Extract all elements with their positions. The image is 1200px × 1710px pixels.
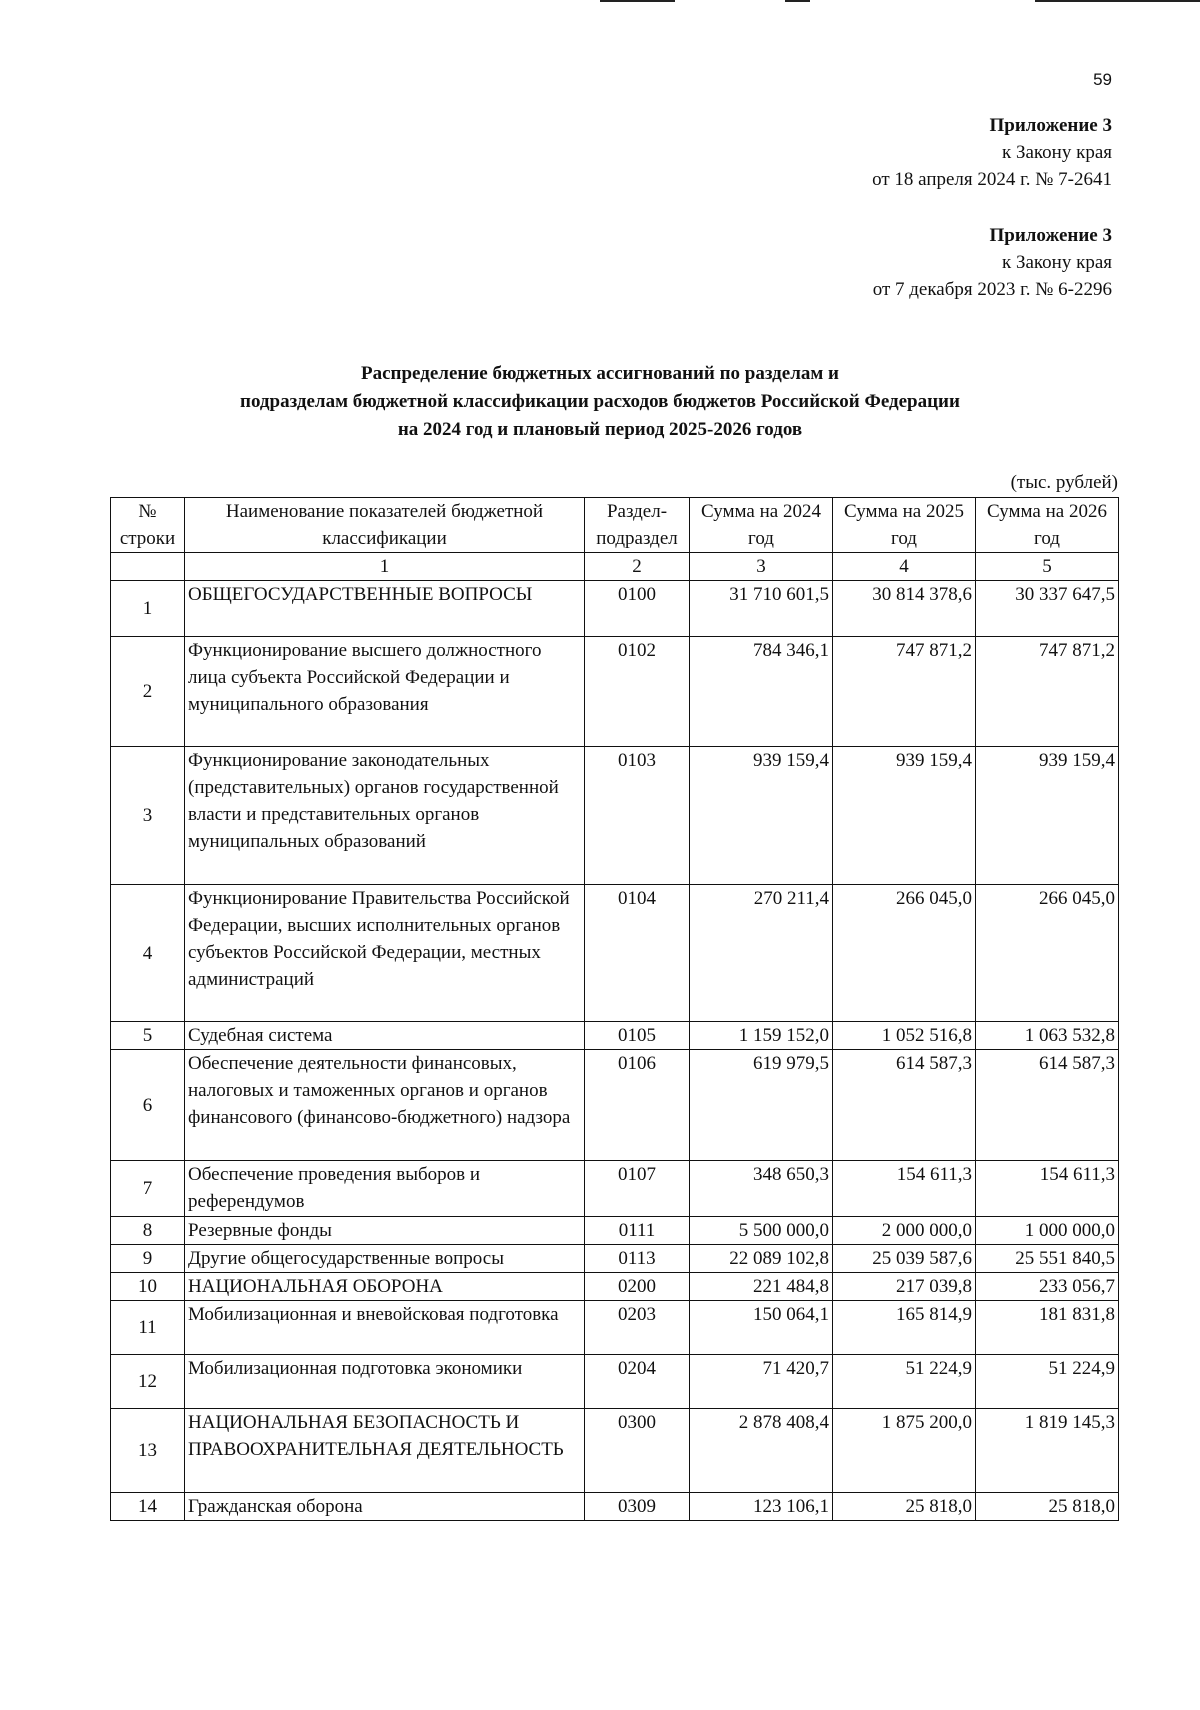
row-number: 13 [111, 1409, 185, 1493]
row-sum-2026: 747 871,2 [976, 637, 1119, 747]
column-number: 1 [185, 553, 585, 581]
scan-artifact-line [785, 0, 810, 2]
header-row-number: № строки [111, 498, 185, 553]
row-sum-2025: 30 814 378,6 [833, 581, 976, 637]
table-header-row [111, 498, 1119, 553]
title-line: подразделам бюджетной классификации расходов бюджетов Российской Федерации [240, 391, 960, 412]
table-row [111, 1245, 1119, 1273]
row-name: Обеспечение деятельности финансовых, налоговых и таможенных органов и органов финансового (финансово-бюджетного) надзора [185, 1050, 585, 1161]
header-name: Наименование показателей бюджетной классификации [185, 498, 585, 553]
row-name: Обеспечение проведения выборов и референдумов [185, 1161, 585, 1217]
column-number: 2 [585, 553, 690, 581]
row-sum-2025: 165 814,9 [833, 1301, 976, 1355]
row-code: 0107 [585, 1161, 690, 1217]
row-name: ОБЩЕГОСУДАРСТВЕННЫЕ ВОПРОСЫ [185, 581, 585, 637]
row-code: 0113 [585, 1245, 690, 1273]
row-sum-2026: 233 056,7 [976, 1273, 1119, 1301]
row-sum-2026: 614 587,3 [976, 1050, 1119, 1161]
appendix-old [873, 222, 1112, 303]
column-number: 4 [833, 553, 976, 581]
row-sum-2024: 2 878 408,4 [690, 1409, 833, 1493]
column-number: 3 [690, 553, 833, 581]
row-sum-2024: 31 710 601,5 [690, 581, 833, 637]
row-sum-2026: 181 831,8 [976, 1301, 1119, 1355]
row-sum-2024: 619 979,5 [690, 1050, 833, 1161]
row-sum-2026: 939 159,4 [976, 747, 1119, 885]
column-number [111, 553, 185, 581]
row-number: 4 [111, 885, 185, 1022]
row-sum-2025: 266 045,0 [833, 885, 976, 1022]
appendix-title: Приложение 3 [989, 225, 1112, 246]
column-number-row [111, 553, 1119, 581]
header-2026: Сумма на 2026 год [976, 498, 1119, 553]
row-name: Функционирование высшего должностного лица субъекта Российской Федерации и муниципального образования [185, 637, 585, 747]
row-code: 0105 [585, 1022, 690, 1050]
row-sum-2026: 25 818,0 [976, 1493, 1119, 1521]
row-number: 8 [111, 1217, 185, 1245]
scan-artifact-line [600, 0, 675, 2]
document-title [0, 360, 1200, 444]
row-number: 10 [111, 1273, 185, 1301]
row-sum-2024: 150 064,1 [690, 1301, 833, 1355]
row-code: 0111 [585, 1217, 690, 1245]
appendix-to: к Закону края [1001, 142, 1112, 163]
row-name: Гражданская оборона [185, 1493, 585, 1521]
row-name: Другие общегосударственные вопросы [185, 1245, 585, 1273]
row-sum-2025: 614 587,3 [833, 1050, 976, 1161]
table-row [111, 747, 1119, 885]
title-line: на 2024 год и плановый период 2025-2026 годов [397, 419, 803, 440]
page-number: 59 [1093, 70, 1112, 89]
row-code: 0200 [585, 1273, 690, 1301]
row-number: 7 [111, 1161, 185, 1217]
row-name: Мобилизационная подготовка экономики [185, 1355, 585, 1409]
table-row [111, 637, 1119, 747]
table-row [111, 1022, 1119, 1050]
row-number: 1 [111, 581, 185, 637]
row-code: 0100 [585, 581, 690, 637]
row-sum-2025: 217 039,8 [833, 1273, 976, 1301]
row-name: Резервные фонды [185, 1217, 585, 1245]
row-sum-2025: 939 159,4 [833, 747, 976, 885]
row-sum-2025: 25 039 587,6 [833, 1245, 976, 1273]
row-sum-2024: 784 346,1 [690, 637, 833, 747]
table-row [111, 1273, 1119, 1301]
row-code: 0300 [585, 1409, 690, 1493]
table-row [111, 1301, 1119, 1355]
row-sum-2025: 154 611,3 [833, 1161, 976, 1217]
table-row [111, 1493, 1119, 1521]
row-sum-2026: 1 000 000,0 [976, 1217, 1119, 1245]
row-name: Функционирование законодательных (представительных) органов государственной власти и представительных органов муниципальных образований [185, 747, 585, 885]
row-sum-2026: 1 063 532,8 [976, 1022, 1119, 1050]
table-row [111, 1161, 1119, 1217]
row-number: 2 [111, 637, 185, 747]
row-code: 0309 [585, 1493, 690, 1521]
table-row [111, 885, 1119, 1022]
appendix-new [872, 112, 1112, 193]
row-sum-2024: 221 484,8 [690, 1273, 833, 1301]
row-number: 14 [111, 1493, 185, 1521]
units-label: (тыс. рублей) [1010, 472, 1118, 493]
row-sum-2025: 2 000 000,0 [833, 1217, 976, 1245]
appendix-date: от 18 апреля 2024 г. № 7-2641 [872, 169, 1112, 190]
title-line: Распределение бюджетных ассигнований по разделам и [361, 363, 839, 384]
appendix-to: к Закону края [1001, 252, 1112, 273]
table-row [111, 1355, 1119, 1409]
row-sum-2024: 348 650,3 [690, 1161, 833, 1217]
row-name: Судебная система [185, 1022, 585, 1050]
row-number: 11 [111, 1301, 185, 1355]
row-sum-2024: 939 159,4 [690, 747, 833, 885]
row-sum-2025: 747 871,2 [833, 637, 976, 747]
appendix-date: от 7 декабря 2023 г. № 6-2296 [872, 279, 1112, 300]
appendix-title: Приложение 3 [989, 115, 1112, 136]
row-code: 0106 [585, 1050, 690, 1161]
row-sum-2024: 5 500 000,0 [690, 1217, 833, 1245]
column-number: 5 [976, 553, 1119, 581]
row-number: 6 [111, 1050, 185, 1161]
row-number: 5 [111, 1022, 185, 1050]
row-sum-2026: 51 224,9 [976, 1355, 1119, 1409]
row-name: Мобилизационная и вневойсковая подготовка [185, 1301, 585, 1355]
row-number: 9 [111, 1245, 185, 1273]
row-sum-2026: 25 551 840,5 [976, 1245, 1119, 1273]
header-2024: Сумма на 2024 год [690, 498, 833, 553]
row-sum-2026: 30 337 647,5 [976, 581, 1119, 637]
budget-table [110, 497, 1119, 1521]
row-code: 0102 [585, 637, 690, 747]
row-sum-2024: 1 159 152,0 [690, 1022, 833, 1050]
header-code: Раздел-подраздел [585, 498, 690, 553]
row-name: НАЦИОНАЛЬНАЯ ОБОРОНА [185, 1273, 585, 1301]
row-name: Функционирование Правительства Российской Федерации, высших исполнительных органов субъектов Российской Федерации, местных администраций [185, 885, 585, 1022]
row-sum-2025: 25 818,0 [833, 1493, 976, 1521]
row-sum-2025: 51 224,9 [833, 1355, 976, 1409]
table-row [111, 1217, 1119, 1245]
row-sum-2024: 270 211,4 [690, 885, 833, 1022]
table-row [111, 581, 1119, 637]
row-sum-2024: 123 106,1 [690, 1493, 833, 1521]
table-row [111, 1409, 1119, 1493]
row-sum-2024: 22 089 102,8 [690, 1245, 833, 1273]
scan-artifact-line [1035, 0, 1200, 2]
row-sum-2025: 1 875 200,0 [833, 1409, 976, 1493]
header-2025: Сумма на 2025 год [833, 498, 976, 553]
row-code: 0103 [585, 747, 690, 885]
row-sum-2025: 1 052 516,8 [833, 1022, 976, 1050]
row-number: 3 [111, 747, 185, 885]
row-name: НАЦИОНАЛЬНАЯ БЕЗОПАСНОСТЬ И ПРАВООХРАНИТЕЛЬНАЯ ДЕЯТЕЛЬНОСТЬ [185, 1409, 585, 1493]
table-row [111, 1050, 1119, 1161]
row-number: 12 [111, 1355, 185, 1409]
row-sum-2026: 154 611,3 [976, 1161, 1119, 1217]
row-code: 0203 [585, 1301, 690, 1355]
row-sum-2026: 266 045,0 [976, 885, 1119, 1022]
row-sum-2026: 1 819 145,3 [976, 1409, 1119, 1493]
row-code: 0204 [585, 1355, 690, 1409]
row-sum-2024: 71 420,7 [690, 1355, 833, 1409]
row-code: 0104 [585, 885, 690, 1022]
